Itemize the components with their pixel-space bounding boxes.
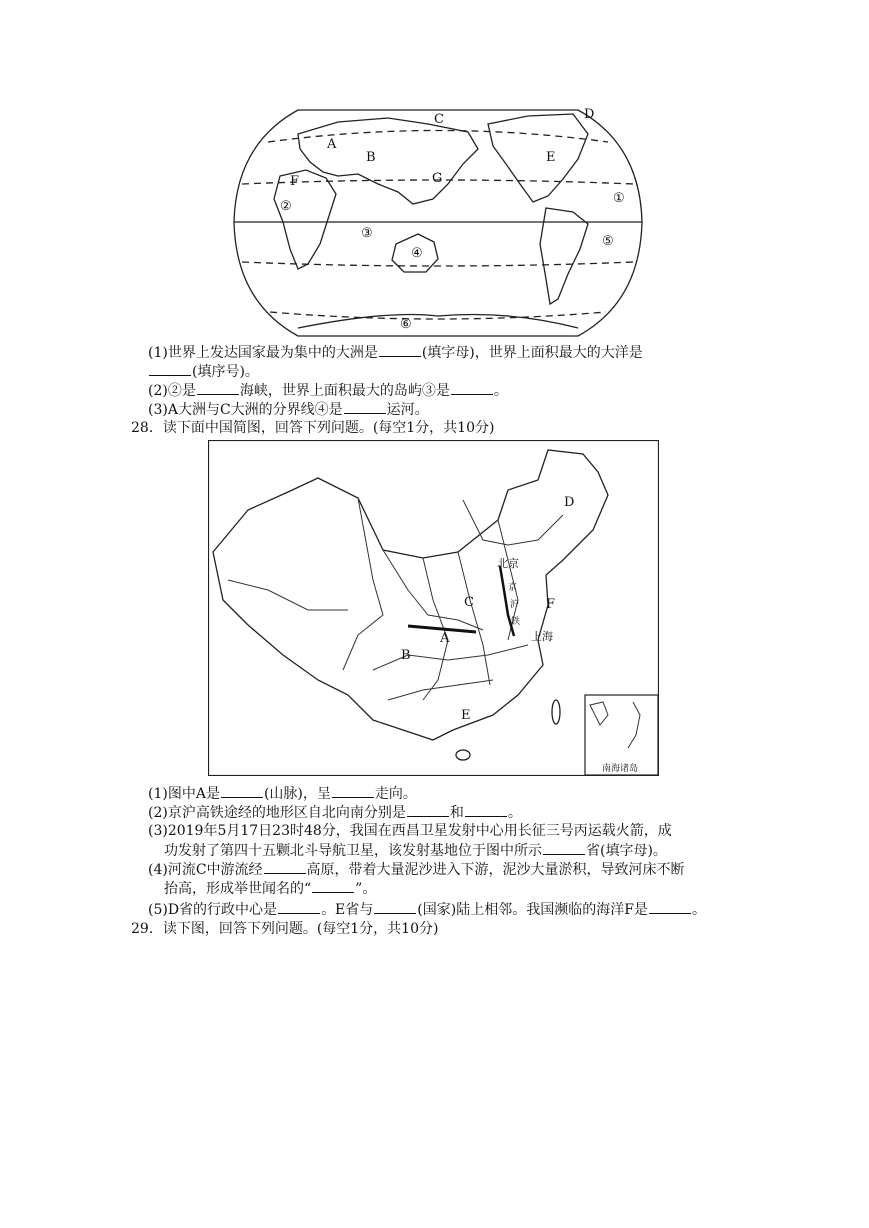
q28-4 [148, 860, 685, 879]
china-label-d: D [564, 495, 575, 510]
city-shanghai: 上海 [531, 630, 553, 643]
text: ”。 [355, 881, 377, 897]
world-label: F [290, 174, 300, 189]
text: (填字母)，世界上面积最大的大洋是 [421, 345, 643, 361]
answer-blank[interactable] [649, 900, 691, 914]
text: (1)图中A是 [148, 786, 220, 802]
q27-1 [148, 343, 643, 362]
q28-2 [148, 803, 522, 822]
answer-blank[interactable] [379, 343, 421, 357]
world-label: ⑤ [602, 234, 614, 249]
world-label: E [546, 150, 556, 165]
answer-blank[interactable] [312, 879, 354, 893]
text: 。 [507, 805, 522, 821]
world-label: D [584, 107, 595, 122]
china-label-f: F [546, 597, 556, 612]
world-label: ① [613, 191, 625, 206]
text: 高原，带着大量泥沙进入下游，泥沙大量淤积，导致河床不断 [306, 862, 685, 878]
q28-3-cont [164, 841, 667, 860]
text: (2)②是 [148, 383, 196, 399]
text: (5)D省的行政中心是 [148, 902, 278, 918]
q27-1-cont [148, 362, 259, 381]
answer-blank[interactable] [264, 860, 306, 874]
world-label: G [432, 171, 443, 186]
q28-4-cont [164, 879, 376, 898]
answer-blank[interactable] [374, 900, 416, 914]
city-beijing: 北京 [497, 557, 519, 570]
text: 运河。 [386, 402, 429, 418]
answer-blank[interactable] [407, 803, 449, 817]
world-label: B [366, 150, 376, 165]
railway-char: 铁 [511, 617, 521, 627]
china-map [208, 440, 659, 776]
text: (2)京沪高铁途经的地形区自北向南分别是 [148, 805, 406, 821]
china-label-a: A [440, 631, 450, 646]
railway-char: 沪 [510, 600, 520, 610]
text: (3)A大洲与C大洲的分界线④是 [148, 402, 343, 418]
text: 省(填字母)。 [586, 843, 667, 859]
text: 功发射了第四十五颗北斗导航卫星，该发射基地位于图中所示 [164, 843, 542, 859]
text: 走向。 [374, 786, 417, 802]
q27-2 [148, 381, 508, 400]
world-label: C [434, 112, 444, 127]
answer-blank[interactable] [149, 362, 191, 376]
q28-3: (3)2019年5月17日23时48分，我国在西昌卫星发射中心用长征三号丙运载火箭，成 [148, 823, 672, 839]
text: (1)世界上发达国家最为集中的大洲是 [148, 345, 378, 361]
world-label: ② [280, 199, 292, 214]
inset-label: 南海诸岛 [601, 764, 639, 774]
answer-blank[interactable] [332, 784, 374, 798]
text: (4)河流C中游流经 [148, 862, 263, 878]
answer-blank[interactable] [344, 400, 386, 414]
world-label: ④ [411, 246, 423, 261]
china-label-b: B [401, 648, 411, 663]
world-label: ⑥ [400, 317, 412, 332]
china-label-e: E [461, 708, 471, 723]
text: 。 [493, 383, 508, 399]
q28-title: 28．读下面中国简图，回答下列问题。(每空1分，共10分) [131, 420, 495, 436]
text: 海峡，世界上面积最大的岛屿③是 [239, 383, 450, 399]
text: 和 [449, 805, 464, 821]
text: (国家)陆上相邻。我国濒临的海洋F是 [417, 902, 648, 918]
answer-blank[interactable] [197, 381, 239, 395]
answer-blank[interactable] [451, 381, 493, 395]
answer-blank[interactable] [465, 803, 507, 817]
text: 。E省与 [321, 902, 374, 918]
answer-blank[interactable] [221, 784, 263, 798]
china-label-c: C [464, 595, 474, 610]
text: (山脉)，呈 [263, 786, 331, 802]
world-map [228, 104, 648, 344]
q29-title: 29．读下图，回答下列问题。(每空1分，共10分) [131, 921, 439, 937]
q28-5 [148, 900, 706, 919]
world-label: A [327, 137, 337, 152]
q28-1 [148, 784, 417, 803]
answer-blank[interactable] [543, 841, 585, 855]
text: 。 [691, 902, 706, 918]
world-label: ③ [361, 226, 373, 241]
text: 抬高，形成举世闻名的“ [164, 881, 312, 897]
railway-char: 京 [508, 583, 518, 593]
text: (填序号)。 [192, 364, 259, 380]
answer-blank[interactable] [278, 900, 320, 914]
q27-3 [148, 400, 429, 419]
